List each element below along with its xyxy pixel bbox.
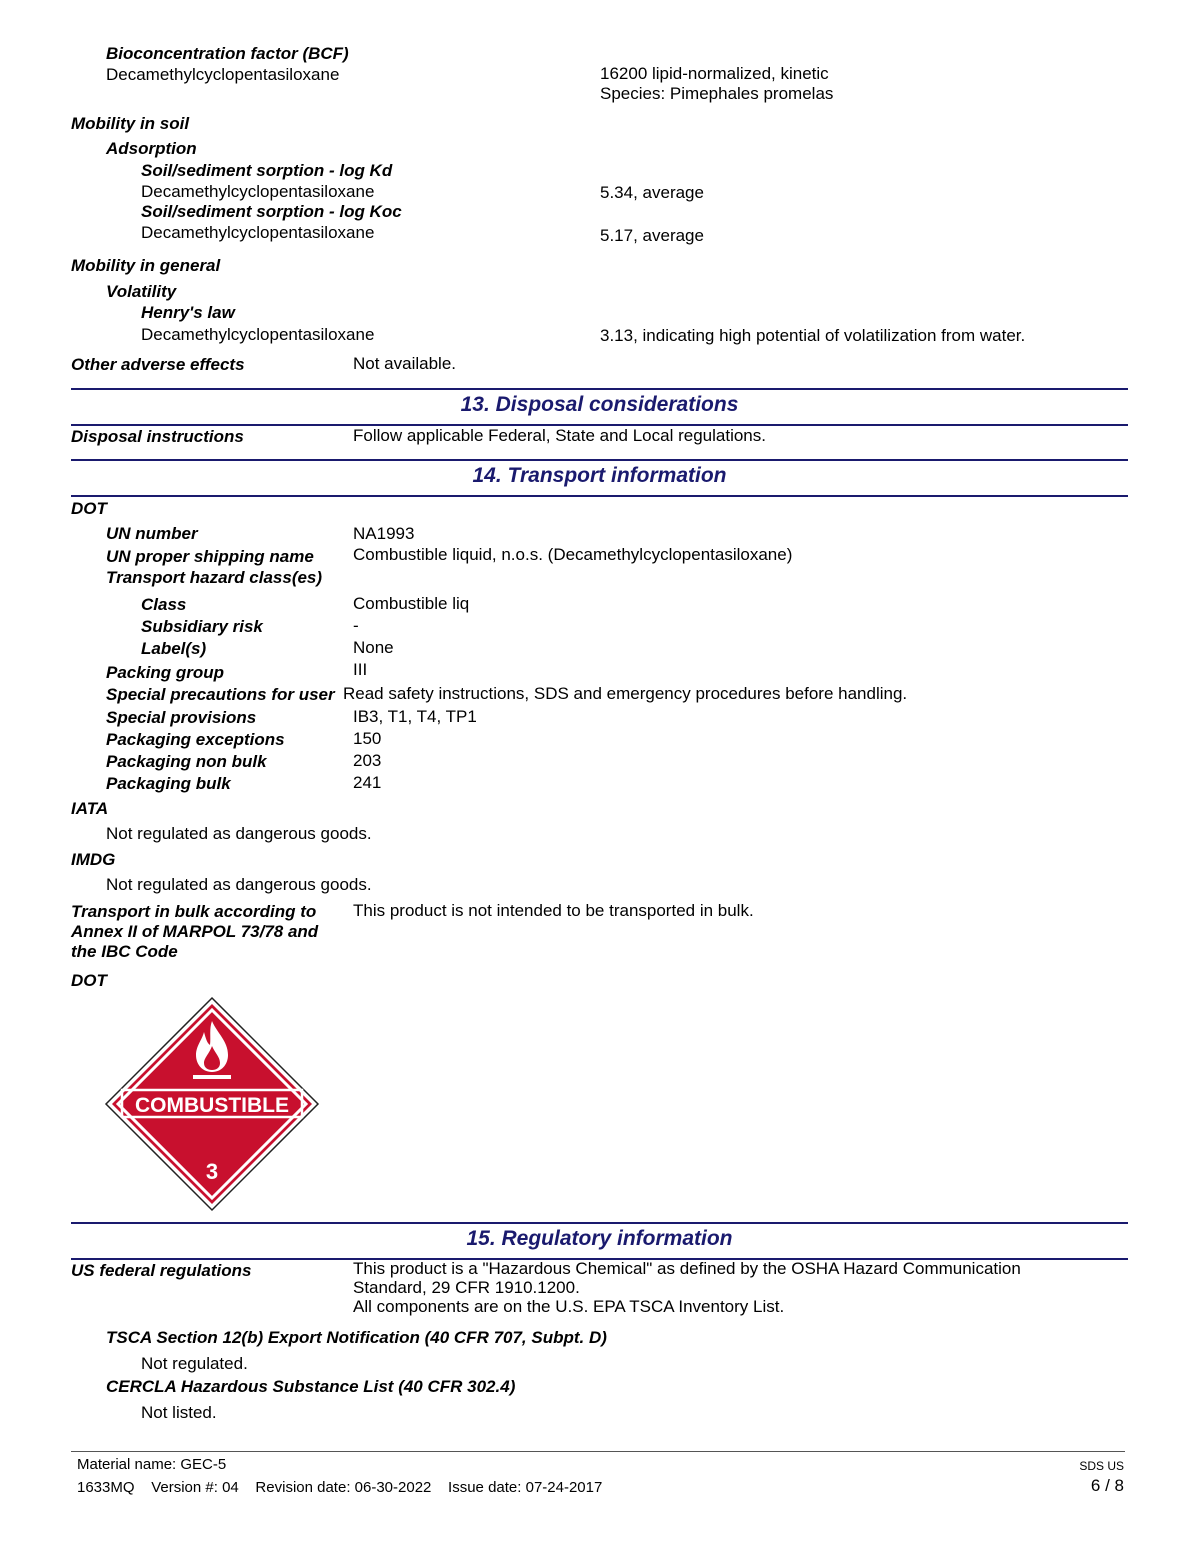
bcf-substance: Decamethylcyclopentasiloxane [106, 65, 340, 84]
adsorption-heading: Adsorption [106, 139, 197, 158]
class-label: Class [141, 595, 187, 614]
cercla-value: Not listed. [141, 1403, 217, 1422]
precautions-label: Special precautions for user [106, 685, 335, 704]
footer-page-number: 6 / 8 [1090, 1476, 1124, 1495]
packing-group-value: III [353, 660, 368, 679]
kd-value: 5.34, average [600, 183, 704, 202]
tsca-heading: TSCA Section 12(b) Export Notification (40 CFR 707, Subpt. D) [106, 1328, 607, 1347]
henry-value: 3.13, indicating high potential of volatilization from water. [600, 326, 1026, 345]
imdg-value: Not regulated as dangerous goods. [106, 875, 372, 894]
henry-substance: Decamethylcyclopentasiloxane [141, 325, 375, 344]
imdg-heading: IMDG [71, 850, 116, 869]
kd-substance: Decamethylcyclopentasiloxane [141, 182, 375, 201]
shipping-name-value: Combustible liquid, n.o.s. (Decamethylcyclopentasiloxane) [353, 545, 793, 564]
footer-doc-info: 1633MQ Version #: 04 Revision date: 06-30-2022 Issue date: 07-24-2017 [77, 1479, 603, 1496]
other-effects-label: Other adverse effects [71, 355, 245, 374]
subsidiary-value: - [353, 616, 359, 635]
bcf-value: 16200 lipid-normalized, kinetic [600, 64, 829, 83]
koc-value: 5.17, average [600, 226, 704, 245]
kd-heading: Soil/sediment sorption - log Kd [141, 161, 393, 180]
placard-text: COMBUSTIBLE [135, 1094, 289, 1117]
iata-value: Not regulated as dangerous goods. [106, 824, 372, 843]
placard-class-number: 3 [205, 1159, 219, 1184]
section-14-header: 14. Transport information [71, 459, 1128, 497]
un-number-label: UN number [106, 524, 198, 543]
dot-placard-heading: DOT [71, 971, 107, 990]
provisions-label: Special provisions [106, 708, 257, 727]
labels-label: Label(s) [141, 639, 207, 658]
us-federal-line-1: This product is a "Hazardous Chemical" as defined by the OSHA Hazard Communication [353, 1259, 1021, 1278]
non-bulk-label: Packaging non bulk [106, 752, 267, 771]
marpol-value: This product is not intended to be transported in bulk. [353, 901, 754, 920]
non-bulk-value: 203 [353, 751, 382, 770]
us-federal-line-3: All components are on the U.S. EPA TSCA Inventory List. [353, 1297, 785, 1316]
hazard-class-label: Transport hazard class(es) [106, 568, 323, 587]
cercla-heading: CERCLA Hazardous Substance List (40 CFR 302.4) [106, 1377, 516, 1396]
tsca-value: Not regulated. [141, 1354, 248, 1373]
section-13-header: 13. Disposal considerations [71, 388, 1128, 426]
dot-heading: DOT [71, 499, 107, 518]
koc-heading: Soil/sediment sorption - log Koc [141, 202, 402, 221]
us-federal-label: US federal regulations [71, 1261, 252, 1280]
provisions-value: IB3, T1, T4, TP1 [353, 707, 477, 726]
un-number-value: NA1993 [353, 524, 415, 543]
bcf-heading: Bioconcentration factor (BCF) [106, 44, 349, 63]
disposal-value: Follow applicable Federal, State and Local regulations. [353, 426, 766, 445]
koc-substance: Decamethylcyclopentasiloxane [141, 223, 375, 242]
us-federal-line-2: Standard, 29 CFR 1910.1200. [353, 1278, 580, 1297]
volatility-heading: Volatility [106, 282, 177, 301]
bulk-label: Packaging bulk [106, 774, 231, 793]
bcf-species: Species: Pimephales promelas [600, 84, 834, 103]
exceptions-value: 150 [353, 729, 382, 748]
footer-sds-label: SDS US [1079, 1459, 1124, 1473]
mobility-soil-heading: Mobility in soil [71, 114, 190, 133]
henry-heading: Henry's law [141, 303, 235, 322]
bulk-value: 241 [353, 773, 382, 792]
shipping-name-label: UN proper shipping name [106, 547, 314, 566]
exceptions-label: Packaging exceptions [106, 730, 285, 749]
labels-value: None [353, 638, 394, 657]
mobility-general-heading: Mobility in general [71, 256, 221, 275]
other-effects-value: Not available. [353, 354, 457, 373]
combustible-placard [104, 996, 320, 1212]
precautions-value: Read safety instructions, SDS and emergency procedures before handling. [343, 684, 908, 703]
iata-heading: IATA [71, 799, 109, 818]
footer-material-name: Material name: GEC-5 [77, 1456, 227, 1473]
class-value: Combustible liq [353, 594, 470, 613]
disposal-label: Disposal instructions [71, 427, 244, 446]
subsidiary-label: Subsidiary risk [141, 617, 263, 636]
marpol-label: Transport in bulk according to Annex II of MARPOL 73/78 and the IBC Code [71, 902, 319, 961]
section-15-header: 15. Regulatory information [71, 1222, 1128, 1260]
footer-rule [71, 1451, 1125, 1452]
packing-group-label: Packing group [106, 663, 225, 682]
